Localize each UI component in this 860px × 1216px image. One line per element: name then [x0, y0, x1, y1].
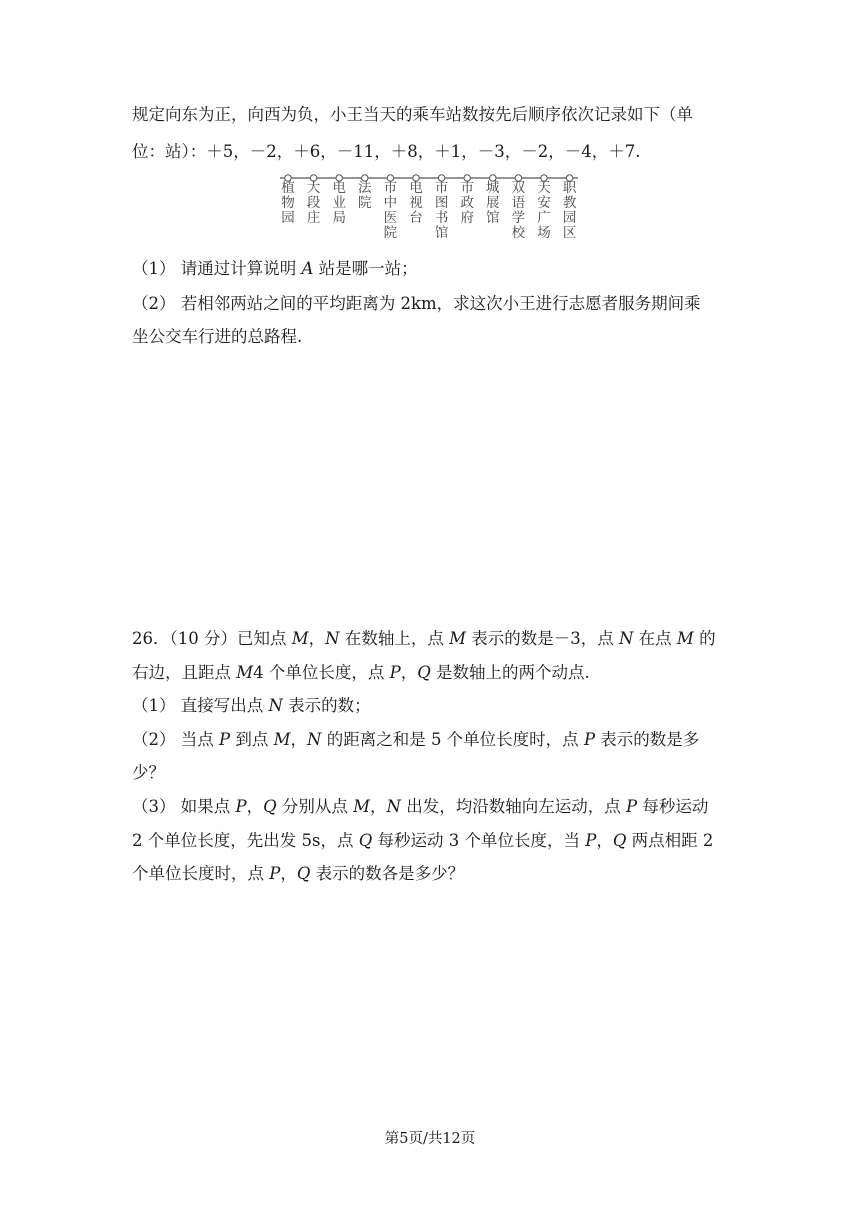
svg-text:教: 教 — [562, 195, 577, 211]
station-label — [537, 180, 551, 241]
svg-text:院: 院 — [383, 225, 398, 241]
svg-text:业: 业 — [332, 195, 346, 211]
svg-text:语: 语 — [511, 195, 526, 211]
svg-text:园: 园 — [281, 210, 295, 226]
station-label — [384, 180, 398, 241]
svg-text:院: 院 — [358, 195, 372, 211]
q25-intro-line-1: 规定向东为正，向西为负，小王当天的乘车站数按先后顺序依次记录如下（单 — [132, 105, 693, 124]
svg-text:馆: 馆 — [486, 210, 500, 226]
q26-sub3-line-3: 个单位长度时，点 P，Q 表示的数各是多少？ — [132, 864, 465, 883]
svg-text:政: 政 — [460, 195, 474, 211]
q25-sub1: （1） 请通过计算说明 A 站是哪一站； — [132, 259, 418, 278]
station-label — [512, 180, 526, 241]
svg-text:双: 双 — [511, 180, 526, 196]
q26-stem-line-2: 右边，且距点 M4 个单位长度，点 P，Q 是数轴上的两个动点. — [132, 663, 590, 682]
svg-text:局: 局 — [332, 210, 346, 226]
q26-sub3-line-2: 2 个单位长度，先出发 5s，点 Q 每秒运动 3 个单位长度，当 P，Q 两点相距 2 — [132, 831, 714, 850]
station-label — [486, 180, 500, 226]
q26-sub3-line-1: （3） 如果点 P，Q 分别从点 M，N 出发，均沿数轴向左运动，点 P 每秒运动 — [132, 797, 709, 816]
svg-text:广: 广 — [537, 210, 551, 226]
svg-text:职: 职 — [562, 180, 577, 196]
svg-text:台: 台 — [409, 210, 423, 226]
svg-text:市: 市 — [383, 180, 398, 196]
svg-text:庄: 庄 — [306, 210, 321, 226]
svg-text:物: 物 — [281, 195, 295, 211]
bus-route-diagram — [278, 172, 582, 252]
q25-intro-line-2: 位：站）：＋5，－2，＋6，－11，＋8，＋1，－3，－2，－4，＋7. — [132, 142, 641, 161]
station-label — [332, 179, 346, 226]
svg-text:法: 法 — [358, 180, 372, 196]
svg-text:展: 展 — [486, 195, 500, 211]
svg-text:段: 段 — [306, 195, 321, 211]
svg-text:中: 中 — [383, 195, 398, 211]
station-label — [409, 179, 423, 226]
svg-text:书: 书 — [434, 210, 449, 226]
svg-text:区: 区 — [562, 225, 577, 241]
station-label — [563, 180, 577, 241]
q26-sub2-line-2: 少？ — [132, 763, 165, 782]
svg-text:电: 电 — [409, 180, 423, 196]
svg-text:电: 电 — [332, 180, 346, 196]
station-label — [358, 179, 372, 211]
page-footer: 第5页/共12页 — [384, 1131, 476, 1147]
station-label — [460, 180, 474, 226]
svg-text:场: 场 — [537, 225, 551, 241]
svg-text:市: 市 — [460, 180, 474, 196]
svg-text:医: 医 — [383, 210, 398, 226]
svg-text:府: 府 — [460, 210, 474, 226]
q25-sub2-line-1: （2） 若相邻两站之间的平均距离为 2km，求这次小王进行志愿者服务期间乘 — [132, 294, 701, 313]
q25-sub2-line-2: 坐公交车行进的总路程. — [132, 327, 303, 346]
svg-text:视: 视 — [409, 195, 423, 211]
svg-text:园: 园 — [562, 210, 577, 226]
svg-text:天: 天 — [537, 180, 551, 196]
svg-text:市: 市 — [434, 180, 449, 196]
station-label — [307, 179, 321, 226]
svg-text:图: 图 — [434, 195, 449, 211]
svg-text:植: 植 — [281, 180, 295, 196]
station-label — [281, 179, 295, 226]
q26-stem-line-1: 26．（10 分）已知点 M，N 在数轴上，点 M 表示的数是－3，点 N 在点 M 的 — [132, 629, 716, 648]
svg-text:学: 学 — [511, 210, 526, 226]
station-label — [435, 180, 449, 241]
svg-text:城: 城 — [486, 180, 500, 196]
q26-sub2-line-1: （2） 当点 P 到点 M，N 的距离之和是 5 个单位长度时，点 P 表示的数是多 — [132, 730, 700, 749]
svg-text:校: 校 — [511, 225, 526, 241]
svg-text:馆: 馆 — [434, 225, 449, 241]
svg-text:安: 安 — [537, 195, 551, 211]
svg-text:大: 大 — [306, 180, 321, 196]
q26-sub1: （1） 直接写出点 N 表示的数； — [132, 696, 371, 715]
